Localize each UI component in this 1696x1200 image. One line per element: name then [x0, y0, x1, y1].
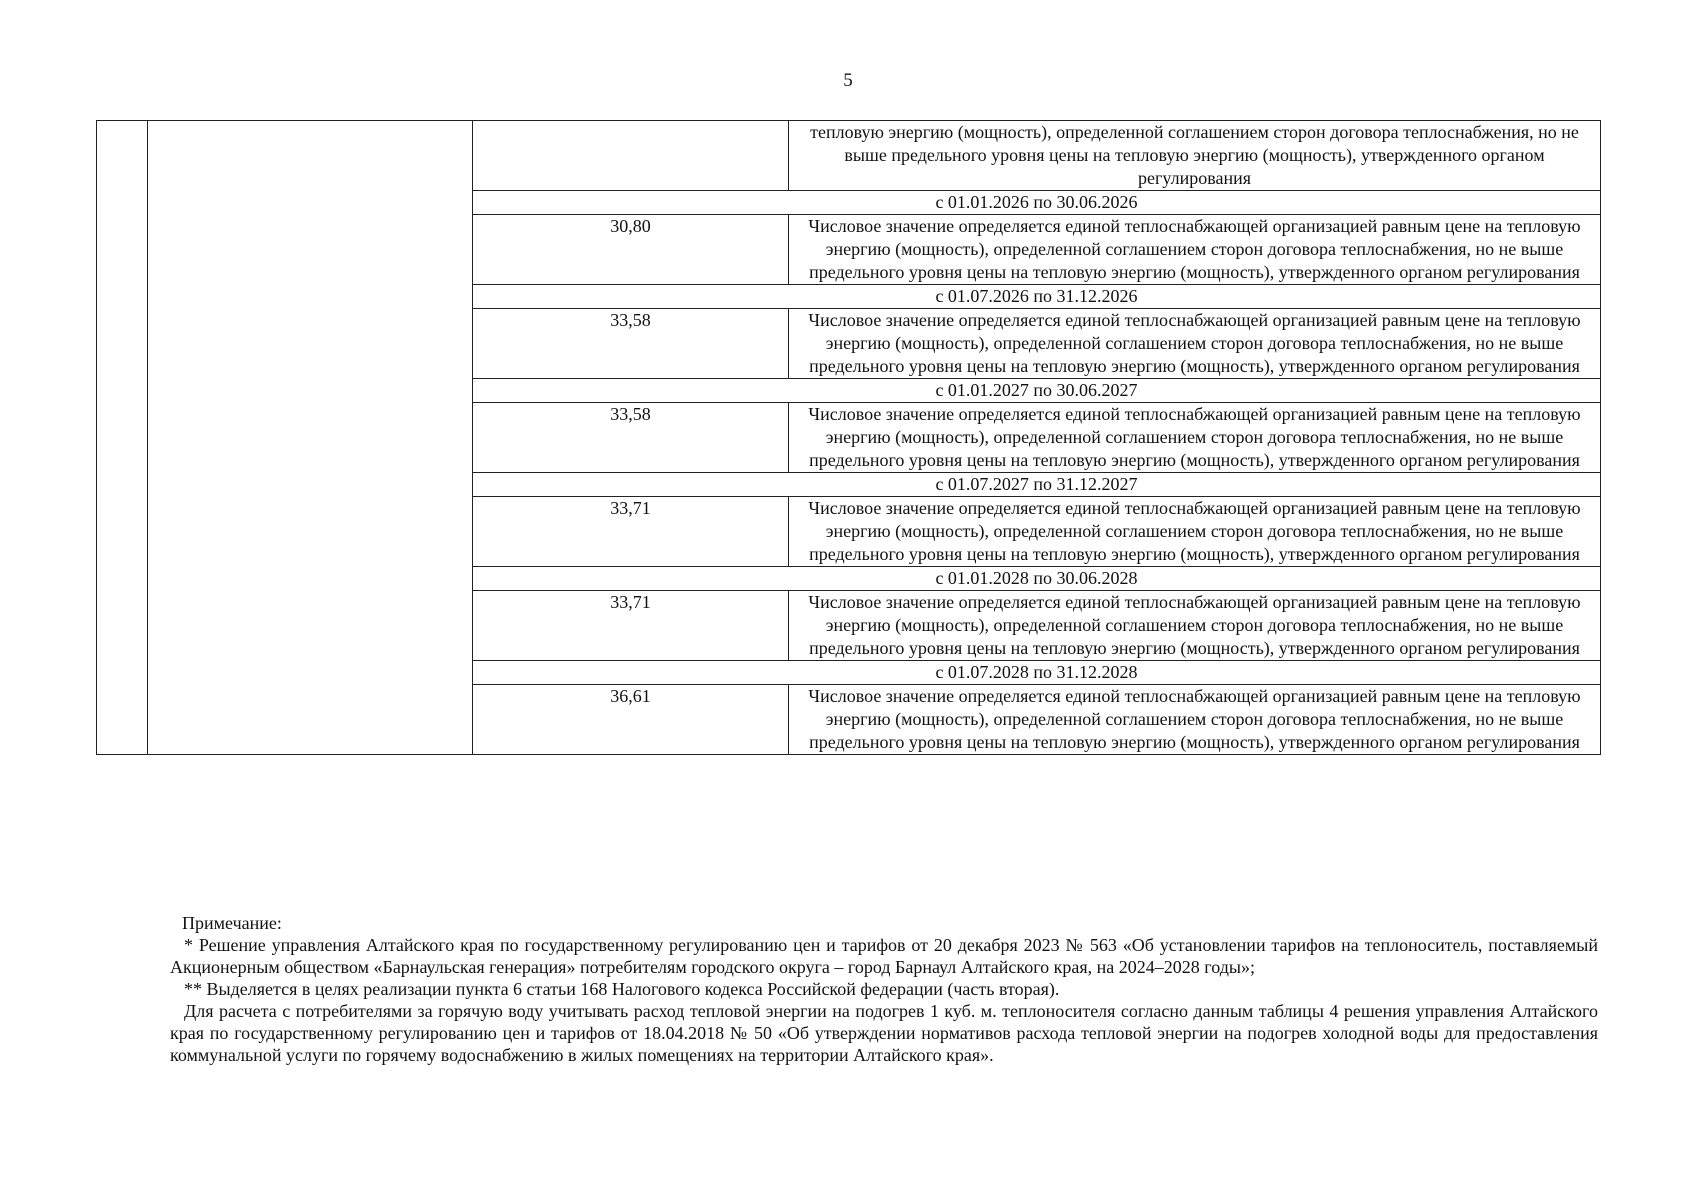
- period-label: с 01.01.2028 по 30.06.2028: [473, 567, 1601, 591]
- tariff-value: 36,61: [473, 685, 789, 755]
- tariff-value: 33,58: [473, 403, 789, 473]
- tariff-description: Числовое значение определяется единой теплоснабжающей организацией равным цене на тепловую энергию (мощность), определенной соглашением сторон договора теплоснабжения, но не выше предельного уровня цены на тепловую энергию (мощность), утвержденного органом регулирования: [789, 309, 1601, 379]
- notes-section: [170, 912, 1598, 1066]
- tariff-value: 33,71: [473, 497, 789, 567]
- tariff-value: 30,80: [473, 215, 789, 285]
- tariff-description: Числовое значение определяется единой теплоснабжающей организацией равным цене на тепловую энергию (мощность), определенной соглашением сторон договора теплоснабжения, но не выше предельного уровня цены на тепловую энергию (мощность), утвержденного органом регулирования: [789, 685, 1601, 755]
- note-item: ** Выделяется в целях реализации пункта 6 статьи 168 Налогового кодекса Российской федерации (часть вторая).: [184, 979, 1060, 999]
- tariff-description: Числовое значение определяется единой теплоснабжающей организацией равным цене на тепловую энергию (мощность), определенной соглашением сторон договора теплоснабжения, но не выше предельного уровня цены на тепловую энергию (мощность), утвержденного органом регулирования: [789, 497, 1601, 567]
- tariff-description: Числовое значение определяется единой теплоснабжающей организацией равным цене на тепловую энергию (мощность), определенной соглашением сторон договора теплоснабжения, но не выше предельного уровня цены на тепловую энергию (мощность), утвержденного органом регулирования: [789, 591, 1601, 661]
- period-label: с 01.07.2026 по 31.12.2026: [473, 285, 1601, 309]
- tariff-description: Числовое значение определяется единой теплоснабжающей организацией равным цене на тепловую энергию (мощность), определенной соглашением сторон договора теплоснабжения, но не выше предельного уровня цены на тепловую энергию (мощность), утвержденного органом регулирования: [789, 403, 1601, 473]
- table-cell-number: [97, 121, 148, 755]
- table-cell-description: тепловую энергию (мощность), определенной соглашением сторон договора теплоснабжения, но не выше предельного уровня цены на тепловую энергию (мощность), утвержденного органом регулирования: [789, 121, 1601, 191]
- table-row: [97, 121, 1601, 191]
- notes-title: Примечание:: [182, 913, 282, 933]
- page-number: 5: [843, 70, 853, 91]
- tariff-value: 33,71: [473, 591, 789, 661]
- note-item: Для расчета с потребителями за горячую воду учитывать расход тепловой энергии на подогрев 1 куб. м. теплоносителя согласно данным таблицы 4 решения управления Алтайского края по государственному регулированию цен и тарифов от 18.04.2018 № 50 «Об утверждении нормативов расхода тепловой энергии на подогрев холодной воды для предоставления коммунальной услуги по горячему водоснабжению в жилых помещениях на территории Алтайского края».: [170, 1001, 1598, 1065]
- period-label: с 01.07.2028 по 31.12.2028: [473, 661, 1601, 685]
- period-label: с 01.07.2027 по 31.12.2027: [473, 473, 1601, 497]
- tariff-description: Числовое значение определяется единой теплоснабжающей организацией равным цене на тепловую энергию (мощность), определенной соглашением сторон договора теплоснабжения, но не выше предельного уровня цены на тепловую энергию (мощность), утвержденного органом регулирования: [789, 215, 1601, 285]
- period-label: с 01.01.2026 по 30.06.2026: [473, 191, 1601, 215]
- table-cell-value: [473, 121, 789, 191]
- tariff-table: [96, 120, 1601, 755]
- tariff-value: 33,58: [473, 309, 789, 379]
- note-item: * Решение управления Алтайского края по государственному регулированию цен и тарифов от 20 декабря 2023 № 563 «Об установлении тарифов на теплоноситель, поставляемый Акционерным обществом «Барнаульская генерация» потребителям городского округа – город Барнаул Алтайского края, на 2024–2028 годы»;: [170, 935, 1598, 977]
- period-label: с 01.01.2027 по 30.06.2027: [473, 379, 1601, 403]
- table-cell-name: [148, 121, 473, 755]
